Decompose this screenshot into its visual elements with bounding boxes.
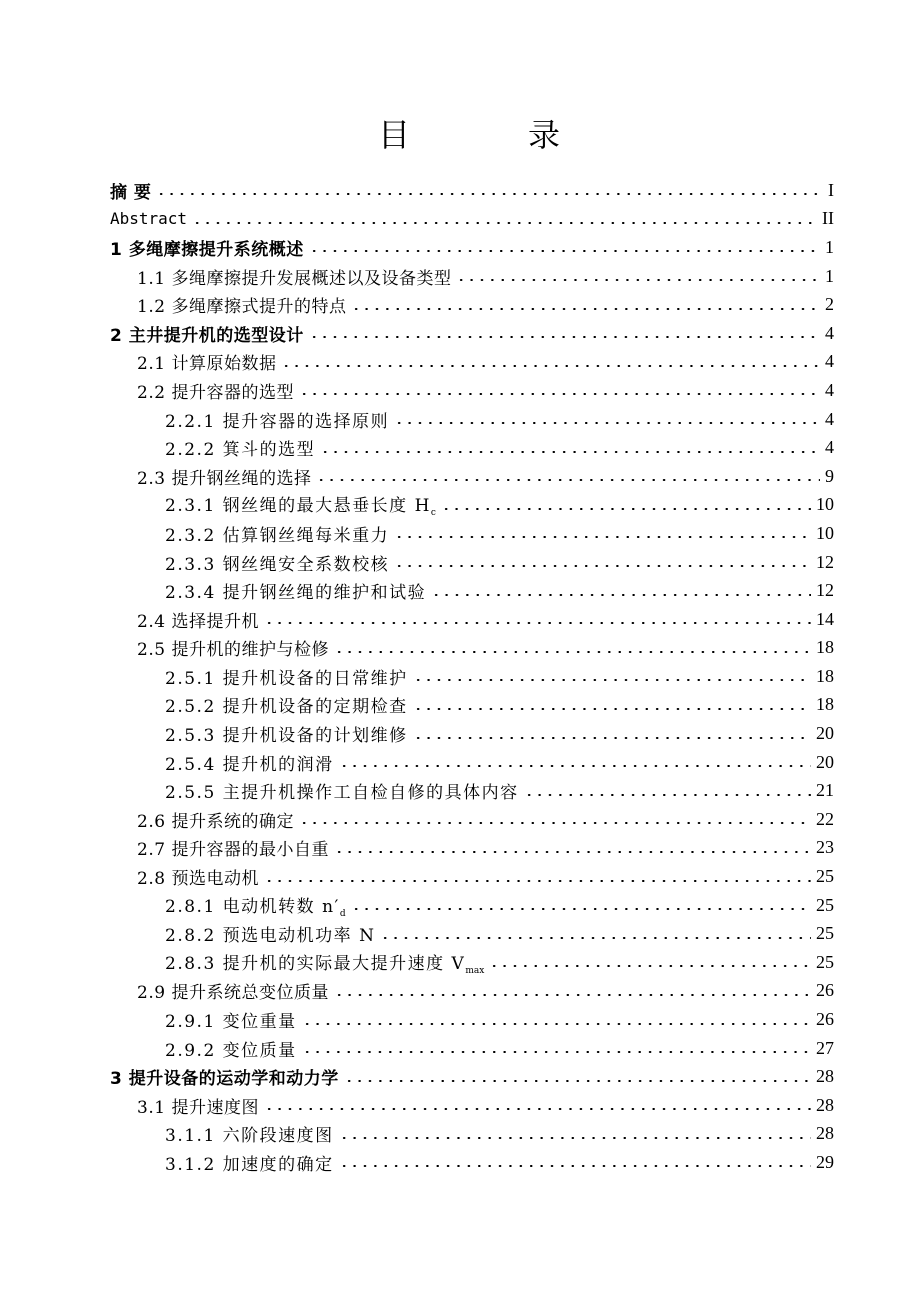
toc-dot-leader bbox=[339, 765, 811, 767]
toc-entry-label-text: 2 主井提升机的选型设计 bbox=[110, 325, 304, 346]
toc-entry-label-text: 2.5.5 主提升机操作工自检自修的具体内容 bbox=[165, 783, 519, 804]
toc-entry[interactable] bbox=[110, 176, 834, 205]
toc-page-number: 25 bbox=[816, 894, 834, 915]
toc-entry-label bbox=[110, 235, 304, 260]
toc-page-number: 9 bbox=[825, 465, 834, 486]
toc-dot-leader bbox=[339, 1137, 811, 1139]
toc-page-number: 1 bbox=[825, 265, 834, 286]
toc-entry-label-text: 3.1 提升速度图 bbox=[137, 1097, 259, 1118]
toc-dot-leader bbox=[441, 508, 811, 510]
toc-entry-label-text: 3.1.2 加速度的确定 bbox=[165, 1154, 334, 1175]
toc-dot-leader bbox=[299, 393, 820, 395]
toc-entry[interactable] bbox=[110, 719, 834, 748]
toc-dot-leader bbox=[334, 994, 811, 996]
toc-dot-leader bbox=[351, 308, 820, 310]
toc-dot-leader bbox=[413, 737, 811, 739]
toc-entry-label bbox=[110, 209, 187, 228]
toc-dot-leader bbox=[339, 1165, 811, 1167]
toc-entry-label-text: 2.3.2 估算钢丝绳每米重力 bbox=[165, 525, 390, 546]
toc-entry[interactable] bbox=[110, 977, 834, 1006]
toc-entry[interactable] bbox=[110, 548, 834, 577]
toc-page-number: 27 bbox=[816, 1037, 834, 1058]
toc-page-number: 25 bbox=[816, 923, 834, 944]
toc-dot-leader bbox=[320, 451, 820, 453]
toc-page-number: 26 bbox=[816, 1009, 834, 1030]
toc-entry-label bbox=[137, 864, 259, 889]
toc-entry-label bbox=[165, 550, 389, 575]
toc-entry-label-text: 3.1.1 六阶段速度图 bbox=[165, 1126, 334, 1147]
toc-entry[interactable] bbox=[110, 1120, 834, 1149]
toc-entry-label-text: 2.4 选择提升机 bbox=[137, 611, 259, 632]
toc-dot-leader bbox=[489, 965, 811, 967]
toc-entry-label bbox=[165, 407, 389, 432]
toc-entry-label-text: 2.3.4 提升钢丝绳的维护和试验 bbox=[165, 583, 427, 604]
toc-entry-label bbox=[137, 264, 451, 289]
toc-page-number: 4 bbox=[825, 379, 834, 400]
toc-entry-label-text: 2.2 提升容器的选型 bbox=[137, 382, 294, 403]
toc-dot-leader bbox=[524, 794, 811, 796]
toc-entry-label-text: 摘 要 bbox=[110, 182, 152, 203]
toc-entry-subscript: c bbox=[430, 508, 436, 519]
toc-entry-label bbox=[137, 835, 329, 860]
toc-page-number: 1 bbox=[825, 236, 834, 257]
toc-dot-leader bbox=[334, 651, 811, 653]
toc-entry-label-text: 2.5.2 提升机设备的定期检查 bbox=[165, 697, 408, 718]
toc-dot-leader bbox=[394, 565, 811, 567]
toc-entry[interactable] bbox=[110, 491, 834, 520]
toc-entry-label-text: 2.8.1 电动机转数 n′ bbox=[165, 896, 340, 917]
toc-page-number: 20 bbox=[816, 751, 834, 772]
toc-page-number: 4 bbox=[825, 351, 834, 372]
toc-entry-label bbox=[137, 635, 329, 660]
toc-dot-leader bbox=[334, 851, 811, 853]
toc-entry[interactable] bbox=[110, 1034, 834, 1063]
toc-page-number: 4 bbox=[825, 437, 834, 458]
toc-entry[interactable] bbox=[110, 1091, 834, 1120]
toc-page-number: 12 bbox=[816, 580, 834, 601]
toc-entry-label bbox=[165, 1007, 297, 1032]
toc-entry[interactable] bbox=[110, 805, 834, 834]
toc-page-number: 18 bbox=[816, 694, 834, 715]
toc-entry-label bbox=[165, 1121, 334, 1146]
toc-entry-label-text: 2.5 提升机的维护与检修 bbox=[137, 640, 329, 661]
toc-page-number: 29 bbox=[816, 1151, 834, 1172]
toc-dot-leader bbox=[309, 250, 820, 252]
toc-entry-label-text: 2.5.3 提升机设备的计划维修 bbox=[165, 726, 408, 747]
toc-entry-label bbox=[110, 178, 151, 203]
toc-page-number: 18 bbox=[816, 637, 834, 658]
toc-page-number: 23 bbox=[816, 837, 834, 858]
toc-entry-label-text: 1.2 多绳摩擦式提升的特点 bbox=[137, 297, 347, 318]
toc-page-number: 10 bbox=[816, 494, 834, 515]
toc-dot-leader bbox=[351, 908, 811, 910]
toc-entry-label-text: 2.8.3 提升机的实际最大提升速度 V bbox=[165, 953, 466, 974]
toc-page-number: 4 bbox=[825, 408, 834, 429]
toc-entry-label-text: 2.9 提升系统总变位质量 bbox=[137, 983, 329, 1004]
toc-entry-label bbox=[137, 807, 294, 832]
toc-dot-leader bbox=[413, 679, 811, 681]
toc-entry[interactable] bbox=[110, 348, 834, 377]
toc-entry-label-text: 2.7 提升容器的最小自重 bbox=[137, 840, 329, 861]
toc-page-number: 25 bbox=[816, 866, 834, 887]
toc-entry-label bbox=[110, 1064, 339, 1089]
toc-entry-label bbox=[165, 435, 315, 460]
toc-entry[interactable] bbox=[110, 834, 834, 863]
toc-entry[interactable] bbox=[110, 376, 834, 405]
toc-dot-leader bbox=[299, 822, 811, 824]
toc-entry-label-text: 2.3 提升钢丝绳的选择 bbox=[137, 468, 312, 489]
toc-entry-label bbox=[165, 721, 408, 746]
toc-entry[interactable] bbox=[110, 233, 834, 262]
toc-entry-subscript: max bbox=[465, 965, 485, 976]
toc-dot-leader bbox=[431, 594, 811, 596]
toc-entry-label bbox=[165, 491, 436, 518]
toc-dot-leader bbox=[394, 536, 811, 538]
toc-page-number: 14 bbox=[816, 608, 834, 629]
toc-entry-label bbox=[137, 378, 294, 403]
toc-entry[interactable] bbox=[110, 262, 834, 291]
toc-entry-label-text: 2.2.2 箕斗的选型 bbox=[165, 440, 316, 461]
toc-entry-label bbox=[165, 1036, 297, 1061]
toc-title bbox=[0, 112, 920, 158]
toc-dot-leader bbox=[456, 279, 820, 281]
toc-entry-label-text: 2.9.1 变位重量 bbox=[165, 1012, 297, 1033]
toc-page-number: 25 bbox=[816, 951, 834, 972]
toc-entry[interactable] bbox=[110, 919, 834, 948]
toc-page-number: I bbox=[828, 179, 834, 200]
toc-list bbox=[110, 176, 834, 1177]
toc-entry-label-text: 2.5.4 提升机的润滑 bbox=[165, 754, 334, 775]
toc-dot-leader bbox=[309, 336, 820, 338]
toc-entry-label bbox=[137, 292, 346, 317]
toc-page-number: 12 bbox=[816, 551, 834, 572]
toc-dot-leader bbox=[156, 193, 823, 195]
toc-dot-leader bbox=[413, 708, 811, 710]
toc-entry-label bbox=[165, 949, 484, 976]
toc-entry[interactable] bbox=[110, 891, 834, 920]
toc-entry[interactable] bbox=[110, 691, 834, 720]
toc-entry-label-text: 2.8 预选电动机 bbox=[137, 869, 259, 890]
toc-entry-label-text: 2.2.1 提升容器的选择原则 bbox=[165, 411, 390, 432]
toc-entry-label-text: 1.1 多绳摩擦提升发展概述以及设备类型 bbox=[137, 268, 452, 289]
toc-entry-label bbox=[165, 578, 426, 603]
toc-entry-label bbox=[165, 521, 389, 546]
toc-entry-label-text: Abstract bbox=[110, 209, 188, 229]
toc-entry[interactable] bbox=[110, 433, 834, 462]
toc-entry-label bbox=[137, 349, 276, 374]
toc-dot-leader bbox=[316, 479, 820, 481]
toc-entry-label bbox=[165, 921, 375, 946]
toc-page-number: 20 bbox=[816, 723, 834, 744]
toc-entry-label bbox=[137, 607, 259, 632]
toc-page-number: 4 bbox=[825, 322, 834, 343]
toc-entry-subscript: d bbox=[339, 908, 346, 919]
toc-entry-label-text: 2.8.2 预选电动机功率 N bbox=[165, 926, 376, 947]
toc-page-number: 10 bbox=[816, 522, 834, 543]
toc-entry-label bbox=[165, 664, 408, 689]
toc-entry[interactable] bbox=[110, 748, 834, 777]
toc-page-number: II bbox=[822, 208, 834, 229]
toc-dot-leader bbox=[264, 622, 811, 624]
toc-entry-label-text: 3 提升设备的运动学和动力学 bbox=[110, 1069, 339, 1090]
toc-entry[interactable] bbox=[110, 948, 834, 977]
toc-entry-label-text: 1 多绳摩擦提升系统概述 bbox=[110, 239, 304, 260]
toc-page-number: 22 bbox=[816, 808, 834, 829]
toc-entry-label bbox=[110, 321, 304, 346]
toc-page-number: 2 bbox=[825, 294, 834, 315]
toc-entry-label-text: 2.6 提升系统的确定 bbox=[137, 811, 294, 832]
toc-entry[interactable] bbox=[110, 205, 834, 234]
toc-entry[interactable] bbox=[110, 1005, 834, 1034]
toc-entry[interactable] bbox=[110, 634, 834, 663]
toc-entry-label-text: 2.9.2 变位质量 bbox=[165, 1040, 297, 1061]
toc-entry[interactable] bbox=[110, 1062, 834, 1091]
toc-dot-leader bbox=[302, 1023, 811, 1025]
toc-entry[interactable] bbox=[110, 576, 834, 605]
toc-dot-leader bbox=[264, 880, 811, 882]
toc-dot-leader bbox=[192, 222, 817, 224]
toc-dot-leader bbox=[380, 937, 811, 939]
toc-page-number: 28 bbox=[816, 1094, 834, 1115]
toc-entry-label bbox=[165, 750, 334, 775]
toc-entry[interactable] bbox=[110, 405, 834, 434]
toc-page-number: 28 bbox=[816, 1066, 834, 1087]
toc-entry-label bbox=[137, 1093, 259, 1118]
toc-dot-leader bbox=[264, 1108, 811, 1110]
toc-page-number: 28 bbox=[816, 1123, 834, 1144]
toc-entry-label-text: 2.3.3 钢丝绳安全系数校核 bbox=[165, 554, 390, 575]
toc-entry-label-text: 2.5.1 提升机设备的日常维护 bbox=[165, 668, 408, 689]
toc-entry-label bbox=[165, 892, 346, 919]
toc-dot-leader bbox=[344, 1080, 811, 1082]
toc-title-char-1: 目 bbox=[378, 116, 411, 154]
toc-entry[interactable] bbox=[110, 319, 834, 348]
toc-entry-label-text: 2.1 计算原始数据 bbox=[137, 354, 277, 375]
toc-page-number: 26 bbox=[816, 980, 834, 1001]
toc-entry-label bbox=[165, 778, 519, 803]
toc-entry[interactable] bbox=[110, 290, 834, 319]
toc-dot-leader bbox=[281, 365, 820, 367]
toc-dot-leader bbox=[394, 422, 820, 424]
toc-page-number: 21 bbox=[816, 780, 834, 801]
toc-entry[interactable] bbox=[110, 662, 834, 691]
toc-entry[interactable] bbox=[110, 776, 834, 805]
toc-entry-label-text: 2.3.1 钢丝绳的最大悬垂长度 H bbox=[165, 496, 431, 517]
toc-entry[interactable] bbox=[110, 519, 834, 548]
toc-entry-label bbox=[137, 978, 329, 1003]
toc-dot-leader bbox=[302, 1051, 811, 1053]
toc-entry-label bbox=[165, 692, 408, 717]
toc-title-char-2: 录 bbox=[528, 116, 561, 154]
toc-entry[interactable] bbox=[110, 1148, 834, 1177]
toc-entry-label bbox=[165, 1150, 334, 1175]
toc-entry-label bbox=[137, 464, 311, 489]
toc-entry[interactable] bbox=[110, 462, 834, 491]
toc-entry[interactable] bbox=[110, 605, 834, 634]
toc-page-number: 18 bbox=[816, 665, 834, 686]
toc-entry[interactable] bbox=[110, 862, 834, 891]
